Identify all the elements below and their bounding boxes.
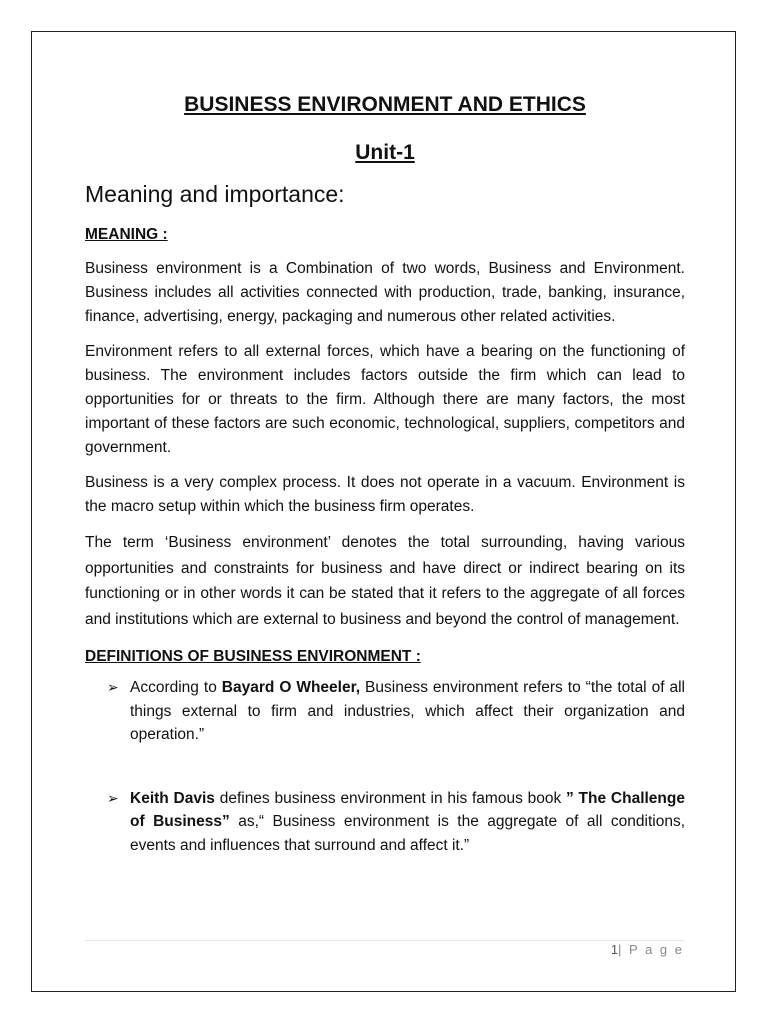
page-number: 1 <box>610 942 619 957</box>
arrow-bullet-icon: ➢ <box>107 679 119 695</box>
page-footer <box>611 942 684 957</box>
paragraph-3: Business is a very complex process. It does not operate in a vacuum. Environment is the macro setup within which the business firm operates. <box>85 474 685 515</box>
meaning-heading: MEANING : <box>85 226 168 243</box>
document-body <box>85 90 685 857</box>
definition-item <box>85 676 685 747</box>
definition-book-title: ” The Challenge of Business” <box>130 789 685 830</box>
paragraph-2: Environment refers to all external forces, which have a bearing on the functioning of business. The environment includes factors outside the firm which can lead to opportunities for or threats to the firm. Although there are many factors, the most important of these factors are such economic, technological, suppliers, competitors and government. <box>85 343 685 456</box>
definition-text: Business environment refers to “the total of all things external to firm and industries, which affect their organization and operation.” <box>130 679 685 743</box>
definition-prefix: According to <box>130 679 222 696</box>
footer-divider <box>85 940 685 941</box>
section-heading: Meaning and importance: <box>85 181 345 207</box>
unit-heading: Unit-1 <box>355 141 415 164</box>
definition-item <box>85 787 685 858</box>
definitions-list <box>85 676 685 857</box>
paragraph-4: The term ‘Business environment’ denotes the total surrounding, having various opportunities and constraints for business and have direct or indirect bearing on its functioning or in other words it can be stated that it refers to the aggregate of all forces and institutions which are external to business and beyond the control of management. <box>85 534 685 628</box>
definition-author: Keith Davis <box>130 789 215 807</box>
definition-middle: defines business environment in his famous book <box>214 789 567 807</box>
page-label: | P a g e <box>618 942 684 957</box>
document-title: BUSINESS ENVIRONMENT AND ETHICS <box>184 93 586 116</box>
definition-text: as,“ Business environment is the aggregate of all conditions, events and influences that surround and affect it.” <box>130 813 686 854</box>
definitions-heading: DEFINITIONS OF BUSINESS ENVIRONMENT : <box>85 648 421 665</box>
definition-author: Bayard O Wheeler, <box>221 679 361 696</box>
paragraph-1: Business environment is a Combination of two words, Business and Environment. Business includes all activities connected with production, trade, banking, insurance, finance, advertising, energy, packaging and numerous other related activities. <box>85 260 685 325</box>
arrow-bullet-icon: ➢ <box>107 789 119 806</box>
